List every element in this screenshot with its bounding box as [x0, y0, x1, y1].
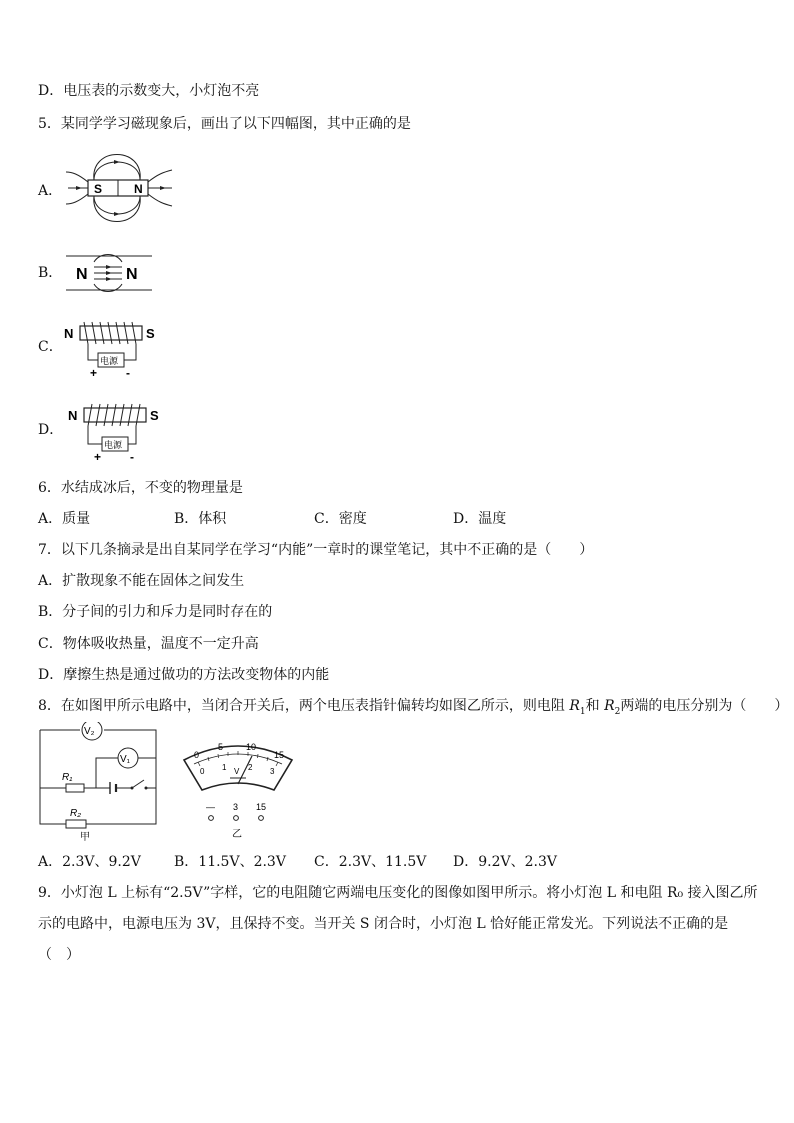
q8-option-c: C．2.3V、11.5V [314, 854, 427, 870]
q8-yi-inner-tick-2: 2 [248, 763, 253, 772]
q8-option-b: B．11.5V、2.3V [174, 854, 286, 870]
q5-option-b-label: B． [38, 265, 63, 281]
q8-yi-inner-tick-1: 1 [222, 763, 227, 772]
q8-yi-terminal-neg: — [206, 802, 215, 812]
q5d-supply-label: 电源 [104, 440, 123, 450]
q5-figure-b [64, 250, 154, 296]
q8-stem-post: 两端的电压分别为（ ） [620, 698, 789, 714]
q8-yi-outer-tick-15: 15 [274, 750, 285, 760]
q4-option-d: D．电压表的示数变大，小灯泡不亮 [38, 83, 260, 99]
q8-jia-v2: V₂ [84, 726, 95, 737]
q5-figure-d [66, 400, 166, 464]
q5c-left-pole: N [64, 326, 74, 341]
q5b-left-pole: N [76, 266, 88, 283]
q5a-right-pole: N [134, 182, 143, 196]
q6-option-c: C．密度 [314, 511, 367, 527]
q9-line-1: 9．小灯泡 L 上标有“2.5V”字样，它的电阻随它两端电压变化的图像如图甲所示。将小灯泡 L 和电阻 R₀ 接入图乙所 [38, 885, 758, 901]
q8-stem-mid: 和 [585, 698, 605, 714]
q7-option-a: A．扩散现象不能在固体之间发生 [38, 573, 245, 589]
q5d-plus: + [94, 450, 102, 464]
q5c-minus: - [126, 366, 130, 380]
q5-option-a-label: A． [38, 183, 63, 199]
q8-yi-terminal-15: 15 [256, 802, 267, 812]
q7-option-b: B．分子间的引力和斥力是同时存在的 [38, 604, 273, 620]
q6-option-b: B．体积 [174, 511, 227, 527]
q5a-left-pole: S [94, 182, 103, 196]
q8-yi-outer-tick-10: 10 [246, 742, 257, 752]
q5d-right-pole: S [150, 408, 159, 423]
q8-yi-unit: V [234, 767, 240, 776]
q8-r2-sub: 2 [614, 706, 621, 717]
q5-figure-a [64, 152, 176, 224]
q5c-right-pole: S [146, 326, 155, 341]
q5-option-d-label: D． [38, 422, 64, 438]
q5d-minus: - [130, 450, 134, 464]
q8-r2-symbol: R [604, 698, 615, 714]
q8-yi-outer-tick-5: 5 [218, 742, 224, 752]
q5b-right-pole: N [126, 266, 138, 283]
q8-yi-inner-tick-3: 3 [270, 767, 275, 776]
q8-voltmeter-yi [178, 738, 300, 842]
q7-option-c: C．物体吸收热量，温度不一定升高 [38, 636, 259, 652]
q5c-supply-label: 电源 [100, 356, 119, 366]
q5d-left-pole: N [68, 408, 78, 423]
q8-jia-r2: R₂ [70, 808, 82, 819]
q8-yi-inner-tick-0: 0 [200, 767, 205, 776]
q9-line-3: （ ） [38, 947, 80, 963]
q8-option-a: A．2.3V、9.2V [38, 854, 141, 870]
q5-option-c-label: C． [38, 339, 63, 355]
q6-option-a: A．质量 [38, 511, 91, 527]
q5-figure-c [62, 318, 162, 380]
q7-option-d: D．摩擦生热是通过做功的方法改变物体的内能 [38, 667, 330, 683]
q6-option-d: D．温度 [453, 511, 507, 527]
q5-stem: 5．某同学学习磁现象后，画出了以下四幅图，其中正确的是 [38, 116, 411, 132]
q8-jia-caption: 甲 [80, 832, 90, 843]
q8-r1-sub: 1 [579, 706, 586, 717]
q8-option-d: D．9.2V、2.3V [453, 854, 557, 870]
q7-stem: 7．以下几条摘录是出自某同学在学习“内能”一章时的课堂笔记，其中不正确的是（ ） [38, 542, 594, 558]
q8-jia-r1: R₁ [62, 772, 73, 783]
q8-stem [38, 697, 788, 721]
q8-circuit-jia [36, 722, 162, 844]
q8-jia-v1: V₁ [120, 754, 131, 765]
q8-yi-terminal-3: 3 [233, 802, 239, 812]
q9-line-2: 示的电路中，电源电压为 3V，且保持不变。当开关 S 闭合时，小灯泡 L 恰好能正常发光。下列说法不正确的是 [38, 916, 729, 932]
q8-r1-symbol: R [569, 698, 580, 714]
q8-yi-caption: 乙 [232, 829, 242, 840]
q5c-plus: + [90, 366, 98, 380]
q8-yi-outer-tick-0: 0 [194, 750, 200, 760]
q8-stem-pre: 8．在如图甲所示电路中，当闭合开关后，两个电压表指针偏转均如图乙所示，则电阻 [38, 698, 570, 714]
q6-stem: 6．水结成冰后，不变的物理量是 [38, 480, 243, 496]
